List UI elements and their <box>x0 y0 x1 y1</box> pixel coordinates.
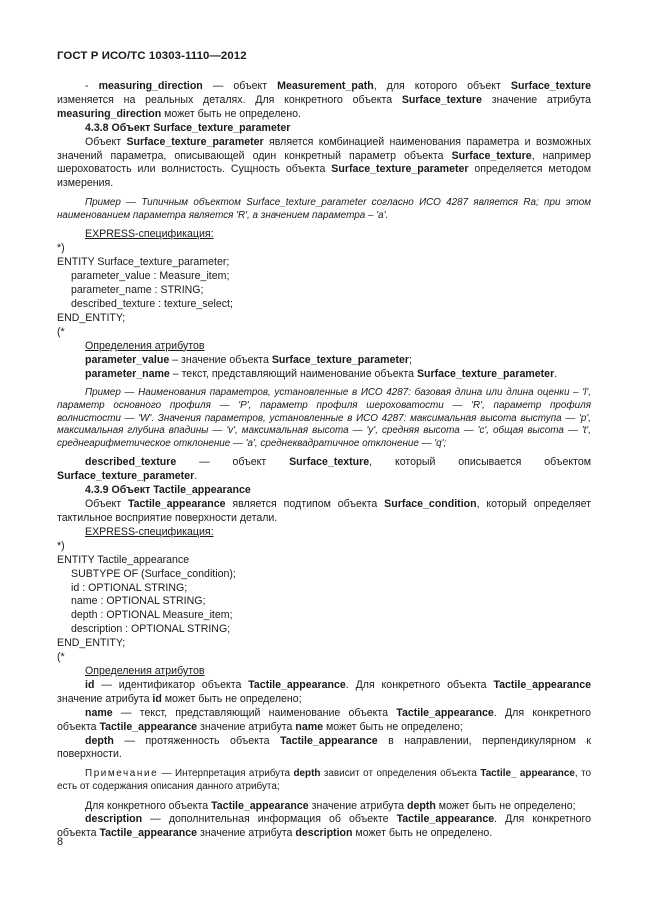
section-heading-4-3-9: 4.3.9 Объект Tactile_appearance <box>85 484 251 497</box>
definition-described-texture: described_texture — объект Surface_texture, который описывается объектом Surface_texture_parameter. <box>57 456 592 483</box>
entity-attribute: described_texture : texture_select; <box>71 297 233 310</box>
paragraph-surface-texture-parameter: Объект Surface_texture_parameter является комбинацией наименования параметра и возможных значений параметра, описывающей один конкретный параметр объекта Surface_texture, например шероховатость или волнистость. Сущность объекта Surface_texture_parameter определяется методом измерения. <box>57 135 591 190</box>
definition-name: name — текст, представляющий наименование объекта Tactile_appearance. Для конкретного объекта Tactile_appearance значение атрибута name может быть не определено; <box>57 706 591 733</box>
entity-declaration-1: ENTITY Surface_texture_parameter; <box>57 256 230 269</box>
definition-description: description — дополнительная информация об объекте Tactile_appearance. Для конкретного объекта Tactile_appearance значение атрибута description может быть не определено. <box>57 813 591 840</box>
page-number: 8 <box>57 836 64 848</box>
entity-attribute: parameter_value : Measure_item; <box>71 270 230 283</box>
attribute-definitions-label-1: Определения атрибутов <box>85 339 205 352</box>
entity-end-1: END_ENTITY; <box>57 311 126 324</box>
page-content <box>57 80 591 841</box>
entity-attribute: parameter_name : STRING; <box>71 284 204 297</box>
paragraph-tactile-appearance: Объект Tactile_appearance является подтипом объекта Surface_condition, который определяет тактильное восприятие поверхности детали. <box>57 498 591 524</box>
entity-declaration-2: ENTITY Tactile_appearance <box>57 553 190 566</box>
paragraph-measuring-direction: - measuring_direction — объект Measurement_path, для которого объект Surface_texture изменяется на реальных деталях. Для конкретного объекта Surface_texture значение атрибута measuring_direction может быть не определено. <box>57 80 592 120</box>
entity-attribute: id : OPTIONAL STRING; <box>71 581 188 594</box>
express-close-2: (* <box>57 651 65 664</box>
entity-attribute: depth : OPTIONAL Measure_item; <box>71 609 233 622</box>
express-label-1: EXPRESS-спецификация: <box>85 228 214 241</box>
express-open-1: *) <box>57 242 65 255</box>
definition-parameter-name: parameter_name – текст, представляющий наименование объекта Surface_texture_parameter. <box>85 367 558 380</box>
express-label-2: EXPRESS-спецификация: <box>85 525 214 538</box>
definition-id: id — идентификатор объекта Tactile_appearance. Для конкретного объекта Tactile_appearance значение атрибута id может быть не определено; <box>57 678 591 705</box>
definition-depth: depth — протяженность объекта Tactile_appearance в направлении, перпендикулярном к поверхности. <box>57 734 591 761</box>
paragraph-depth-undefined: Для конкретного объекта Tactile_appearance значение атрибута depth может быть не определено; <box>85 799 576 812</box>
entity-attribute: name : OPTIONAL STRING; <box>71 595 206 608</box>
express-close-1: (* <box>57 325 65 338</box>
attribute-definitions-label-2: Определения атрибутов <box>85 664 205 677</box>
section-heading-4-3-8: 4.3.8 Объект Surface_texture_parameter <box>85 121 291 134</box>
document-header: ГОСТ Р ИСО/ТС 10303-1110—2012 <box>57 50 247 62</box>
entity-end-2: END_ENTITY; <box>57 637 126 650</box>
entity-attribute: SUBTYPE OF (Surface_condition); <box>71 567 236 580</box>
example-1: Пример — Типичным объектом Surface_texture_parameter согласно ИСО 4287 является Ra; при этом наименованием параметра является 'R', а значением параметра – 'a'. <box>57 197 591 221</box>
note: Примечание — Интерпретация атрибута depth зависит от определения объекта Tactile_ appearance, то есть от содержания описания данного атрибута; <box>57 768 591 792</box>
express-open-2: *) <box>57 539 65 552</box>
entity-attribute: description : OPTIONAL STRING; <box>71 623 231 636</box>
definition-parameter-value: parameter_value – значение объекта Surface_texture_parameter; <box>85 353 412 366</box>
example-2: Пример — Наименования параметров, установленные в ИСО 4287: базовая длина или длина оценки – 'l', параметр основного профиля — 'P', параметр профиля шероховатости — 'R', параметр профиля волнистости — 'W'. Значения параметров, установленные в ИСО 4287: максимальная высота выступа — 'p', максимальная глубина впадины — 'v', максимальная высота — 'y', средняя высота — 'c', общая высота — 't', среднеарифметическое отклонение — 'a', среднеквадратичное отклонение — 'q'; <box>57 387 591 449</box>
